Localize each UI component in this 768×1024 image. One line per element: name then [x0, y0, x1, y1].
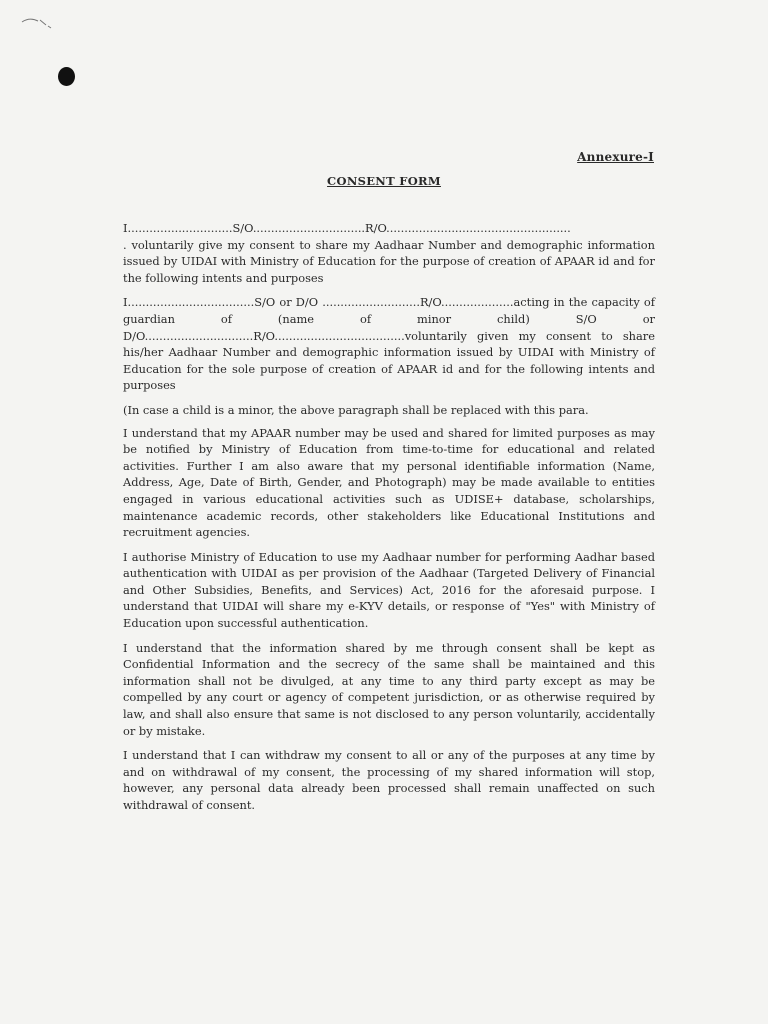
form-title: CONSENT FORM: [327, 174, 441, 188]
consent-paragraph-guardian: I...................................S/O or D/O ...........................R/O....................acting in the capacity of guardian of (name of minor child) S/O or D/O..............................R/O....................................voluntarily given my consent to share his/her Aadhaar Number and demographic information issued by UIDAI with Ministry of Education for the sole purpose of creation of APAAR id and for the following intents and purposes: [123, 295, 655, 393]
authorisation-paragraph: I authorise Ministry of Education to use my Aadhaar number for performing Aadhar based authentication with UIDAI as per provision of the Aadhaar (Targeted Delivery of Financial and Other Subsidies, Benefits, and Services) Act, 2016 for the aforesaid purpose. I understand that UIDAI will share my e-KYV details, or response of "Yes" with Ministry of Education upon successful authentication.: [123, 549, 655, 631]
consent-paragraph-self: [123, 220, 655, 286]
fill-in-line: I.............................S/O...............................R/O...................................................: [123, 221, 571, 235]
apaar-usage-paragraph: I understand that my APAAR number may be used and shared for limited purposes as may be notified by Ministry of Education from time-to-time for educational and related activities. Further I am also aware that my personal identifiable information (Name, Address, Age, Date of Birth, Gender, and Photograph) may be made available to entities engaged in various educational activities such as UDISE+ database, scholarships, maintenance academic records, other stakeholders like Educational Institutions and recruitment agencies.: [123, 425, 655, 540]
punch-hole-icon: [58, 67, 75, 86]
annexure-label: Annexure-I: [577, 150, 654, 164]
form-body: [123, 220, 655, 822]
confidentiality-paragraph: I understand that the information shared by me through consent shall be kept as Confidential Information and the secrecy of the same shall be maintained and this information shall not be divulged, at any time to any third party except as may be compelled by any court or agency of competent jurisdiction, or as otherwise required by law, and shall also ensure that same is not disclosed to any person voluntarily, accidentally or by mistake.: [123, 640, 655, 738]
minor-note: (In case a child is a minor, the above paragraph shall be replaced with this para.: [123, 402, 589, 417]
consent-text: . voluntarily give my consent to share my Aadhaar Number and demographic information issued by UIDAI with Ministry of Education for the purpose of creation of APAAR id and for the following intents and purposes: [123, 237, 655, 285]
scan-mark-icon: [20, 16, 56, 30]
withdrawal-paragraph: I understand that I can withdraw my consent to all or any of the purposes at any time by and on withdrawal of my consent, the processing of my shared information will stop, however, any personal data already been processed shall remain unaffected on such withdrawal of consent.: [123, 748, 655, 812]
